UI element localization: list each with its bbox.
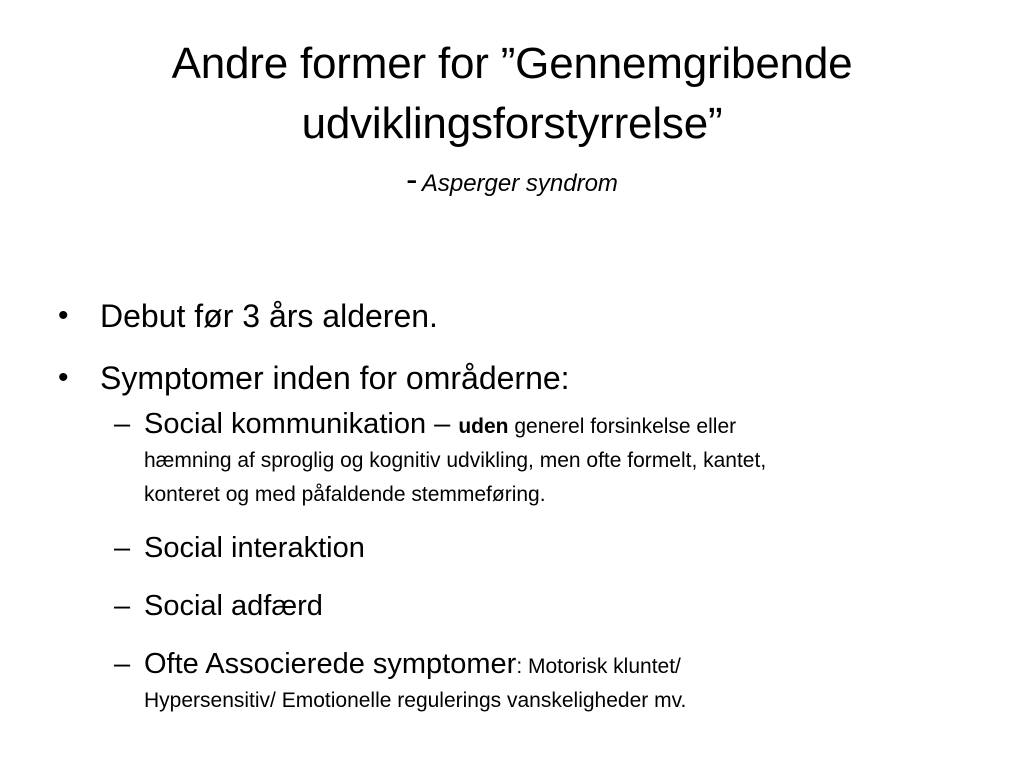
subitem-rest-text: generel forsinkelse eller (508, 415, 737, 438)
title-line-1: Andre former for ”Gennemgribende (171, 39, 853, 88)
bullet-marker: • (58, 299, 69, 332)
subitem-continuation-line: konteret og med påfaldende stemmeføring. (144, 483, 546, 506)
subitem-social-kommunikation (56, 406, 976, 512)
slide-body (56, 296, 976, 730)
subitem-main-text: Ofte Associerede symptomer (144, 648, 517, 680)
subitem-dash: – (114, 532, 131, 564)
bullet-debut (56, 296, 976, 336)
bullet-marker: • (58, 361, 69, 394)
subitem-bold-text: uden (458, 415, 509, 438)
subtitle-dash: - (406, 161, 418, 199)
title-line-2: udviklingsforstyrrelse” (301, 99, 723, 148)
subitem-dash: – (114, 590, 131, 622)
slide-subtitle (60, 162, 964, 205)
subitem-continuation-line: hæmning af sproglig og kognitiv udvikling, men ofte formelt, kantet, (144, 449, 767, 472)
subtitle-text: Asperger syndrom (421, 170, 618, 197)
subitem-main-text: Social kommunikation – (144, 408, 459, 440)
subitem-dash: – (114, 408, 131, 440)
subitem-continuation-line: Hypersensitiv/ Emotionelle regulerings vanskeligheder mv. (144, 689, 687, 712)
bullet-text: Symptomer inden for områderne: (100, 360, 570, 396)
subitem-social-adfaerd (56, 588, 976, 624)
subitem-rest-text: : Motorisk kluntet/ (516, 655, 681, 678)
slide-title (60, 34, 964, 205)
subitem-dash: – (114, 648, 131, 680)
subitem-social-interaktion (56, 530, 976, 566)
subitem-text: Social interaktion (144, 532, 365, 564)
subitem-text: Social adfærd (144, 590, 323, 622)
bullet-text: Debut før 3 års alderen. (100, 298, 438, 334)
bullet-symptomer (56, 358, 976, 398)
subitem-associerede-symptomer (56, 646, 976, 718)
